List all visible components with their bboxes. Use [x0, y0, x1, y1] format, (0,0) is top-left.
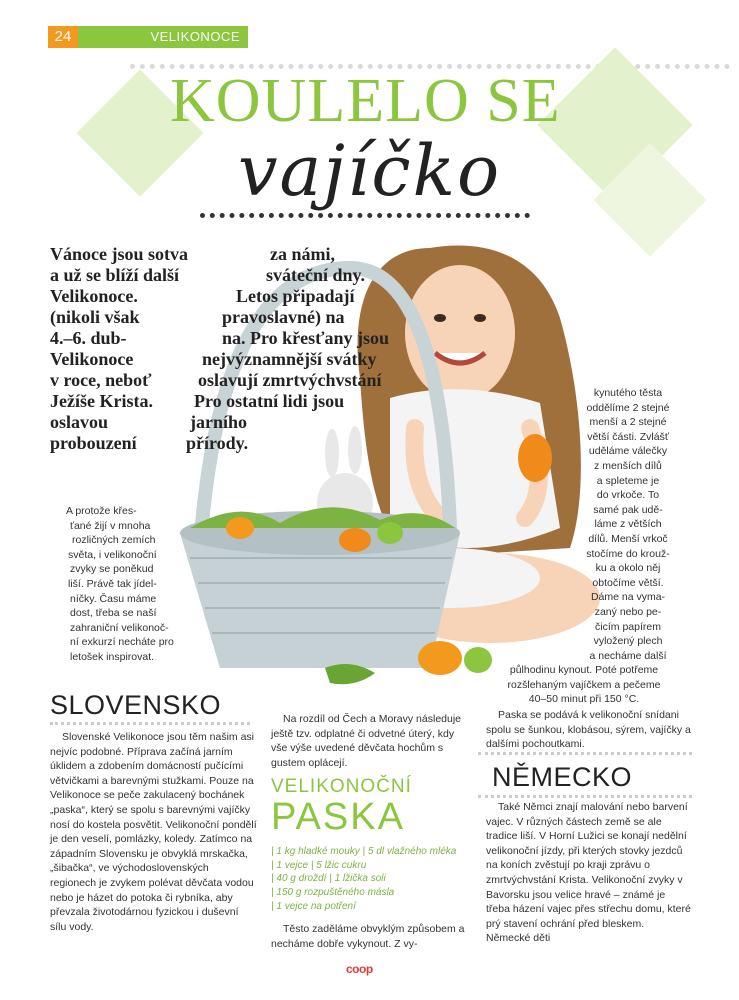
title-line2: vajíčko [238, 130, 502, 212]
nemecko-divider [478, 795, 692, 798]
slovensko-heading: SLOVENSKO [50, 690, 222, 720]
title-line1: KOULELO SE [170, 67, 561, 135]
recipe-column-lower: půlhodinu kynout. Poté potřeme rozšlehaným vajíčkem a pečeme 40–50 minut při 150 °C. [507, 664, 661, 706]
section-label: VELIKONOCE [78, 26, 248, 48]
recipe-column-upper: kynutého těsta oddělíme 2 stejné menší a 2 stejné větší části. Zvlášť uděláme válečky z menších dílů a spleteme je do vrkoče. To samé pak udě- láme z větších dílů. Menší vrkoč stočíme do krouž- ku a okolo něj obtočíme větší. Dáme na vyma- zaný nebo pe- čicím papírem vyložený plech a necháme další [586, 387, 670, 662]
slovensko-text: Slovenské Velikonoce jsou těm našim asi nejvíc podobné. Příprava začíná jarním úklidem a zdobením domácností pučícími větvičkami a barevnými stužkami. Pouze na Velikonoce se peče zakulacený bochánek „paska“, který se spolu s barevnými vajíčky nosí do kostela posvětit. Velikonoční pondělí je den veselí, pomlázky, koledy. Zatímco na západním Slovensku je obvyklá mrskačka, „šibačka“, ve východoslovenských regionech je zvykem polévat děvčata vodou nebo je házet do potoka či rybníka, aby převzala životodárnou fyzickou i duševní sílu vody. [50, 731, 257, 933]
middle-text: Na rozdíl od Čech a Moravy následuje ještě tzv. odplatné či odvetné úterý, kdy vše výše uvedené děvčata hochům s gustem oplácejí. [271, 713, 462, 769]
coop-logo: coop [346, 962, 373, 976]
title-dotted-underline [200, 213, 530, 218]
nemecko-divider-top [478, 752, 692, 755]
page-number: 24 [48, 26, 78, 48]
lead-left-column: Vánoce jsou sotva a už se blíží další Velikonoce. (nikoli však 4.–6. dub- Velikonoce v roce, neboť Ježíše Krista. oslavou probouzení [50, 244, 188, 453]
ingredients-list: | 1 kg hladké mouky | 5 dl vlažného mléka | 1 vejce | 5 lžic cukru | 40 g droždí | 1 lžička soli | 150 g rozpuštěného másla | 1 vejce na potření [271, 846, 457, 912]
intro-paragraph: A protože křes- ťané žijí v mnoha rozličných zemích světa, i velikonoční zvyky se poněkud liší. Právě tak jídel- níčky. Času máme dost, třeba se naší zahraniční velikonoč- ní exkurzí necháte pro letošek inspirovat. [66, 505, 174, 663]
slovensko-divider [50, 722, 250, 725]
nemecko-heading: NĚMECKO [492, 762, 633, 792]
paska-heading-line1: VELIKONOČNÍ [271, 776, 412, 797]
lead-right-column: za námi, sváteční dny. Letos připadají pravoslavné) na na. Pro křesťany jsou nejvýznamnější svátky oslavují zmrtvýchvstání Pro ostatní lidi jsou jarního přírody. [186, 244, 390, 453]
paska-heading-line2: PASKA [271, 796, 405, 838]
middle-text2: Těsto zaděláme obvyklým způsobem a necháme dobře vykynout. Z vy- [271, 923, 465, 950]
nemecko-text: Také Němci znají malování nebo barvení vajec. V různých částech země se ale tradice liší. V Horní Lužici se konají nedělní velikonoční jízdy, při kterých stovky jezdců na koních zvěstují po kraji zprávu o zmrtvýchvstání Krista. Velikonoční zvyky v Bavorsku jsou velice hravé – známé je třeba házení vajec přes střechu domu, které prý stavení ochrání před bleskem. Německé děti [486, 801, 691, 945]
paska-serving-paragraph: Paska se podává k velikonoční snídani spolu se šunkou, klobásou, sýrem, vajíčky a dalšími pochoutkami. [486, 709, 691, 751]
